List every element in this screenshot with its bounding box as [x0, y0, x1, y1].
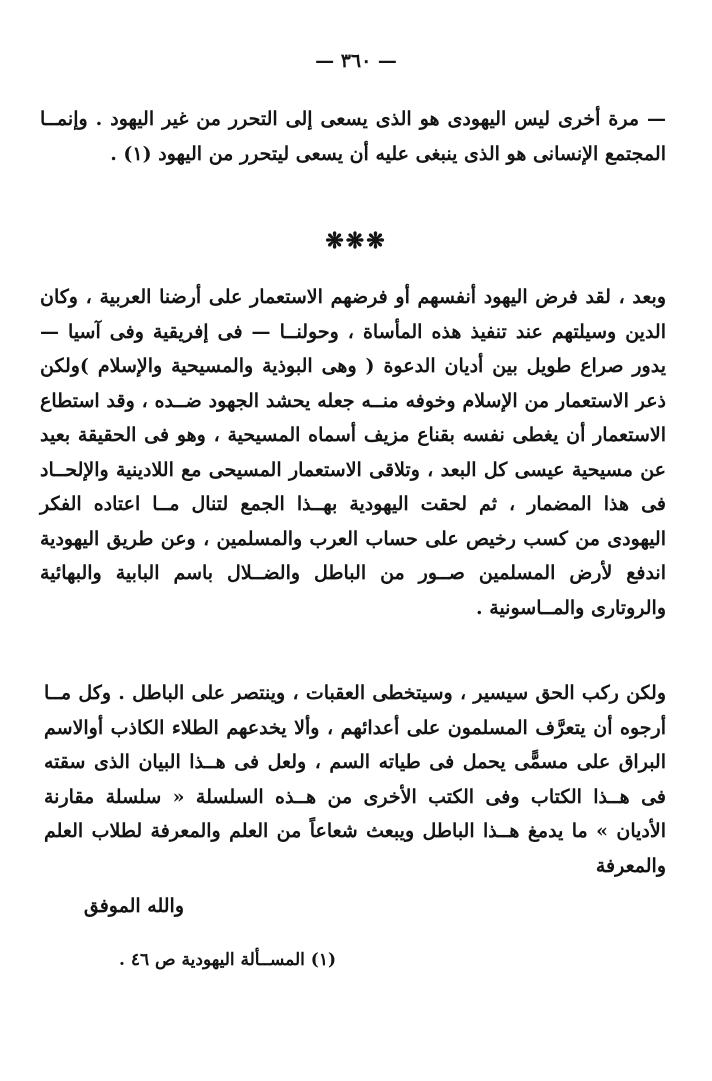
paragraph-2: وبعد ، لقد فرض اليهود أنفسهم أو فرضهم الاستعمار على أرضنا العربية ، وكان الدين وسيلتهم عند تنفيذ هذه المأساة ، وحولنــا — فى إفريقية وفى آسيا — يدور صراع طويل بين أديان الدعوة ( وهى البوذية والمسيحية والإسلام )ولكن ذعر الاستعمار من الإسلام وخوفه منــه جعله يحشد الجهود ضــده ، وقد استطاع الاستعمار أن يغطى نفسه بقناع مزيف أسماه المسيحية ، وهو فى الحقيقة بعيد عن مسيحية عيسى كل البعد ، وتلاقى الاستعمار المسيحى مع اللادينية والإلحــاد فى هذا المضمار ، ثم لحقت اليهودية بهــذا الجمع لتنال مــا اعتاده الفكر اليهودى من كسب رخيص على حساب العرب والمسلمين ، وعن طريق اليهودية اندفع لأرض المسلمين صــور من الباطل والضــلال باسم البابية والبهائية والروتارى والمــاسونية . — [40, 286, 666, 619]
closing-signature: والله الموفق — [83, 895, 184, 917]
paragraph-1: — مرة أخرى ليس اليهودى هو الذى يسعى إلى التحرر من غير اليهود . وإنمــا المجتمع الإنسانى هو الذى ينبغى عليه أن يسعى ليتحرر من اليهود (١) . — [40, 108, 666, 165]
section-separator: ❋❋❋ — [325, 228, 387, 254]
page-number: — ٣٦٠ — — [315, 50, 397, 72]
paragraph-3: ولكن ركب الحق سيسير ، وسيتخطى العقبات ، وينتصر على الباطل . وكل مــا أرجوه أن يتعرَّف المسلمون على أعدائهم ، وألا يخدعهم الطلاء الكاذب أوالاسم البراق على مسمًّى يحمل فى طياته السم ، ولعل فى هــذا البيان الذى سقته فى هــذا الكتاب وفى الكتب الأخرى من هــذه السلسلة « سلسلة مقارنة الأديان » ما يدمغ هــذا الباطل ويبعث شعاعاً من العلم والمعرفة لطلاب العلم والمعرفة — [44, 682, 666, 877]
footnote: (١) المســألة اليهودية ص ٤٦ . — [119, 950, 336, 970]
